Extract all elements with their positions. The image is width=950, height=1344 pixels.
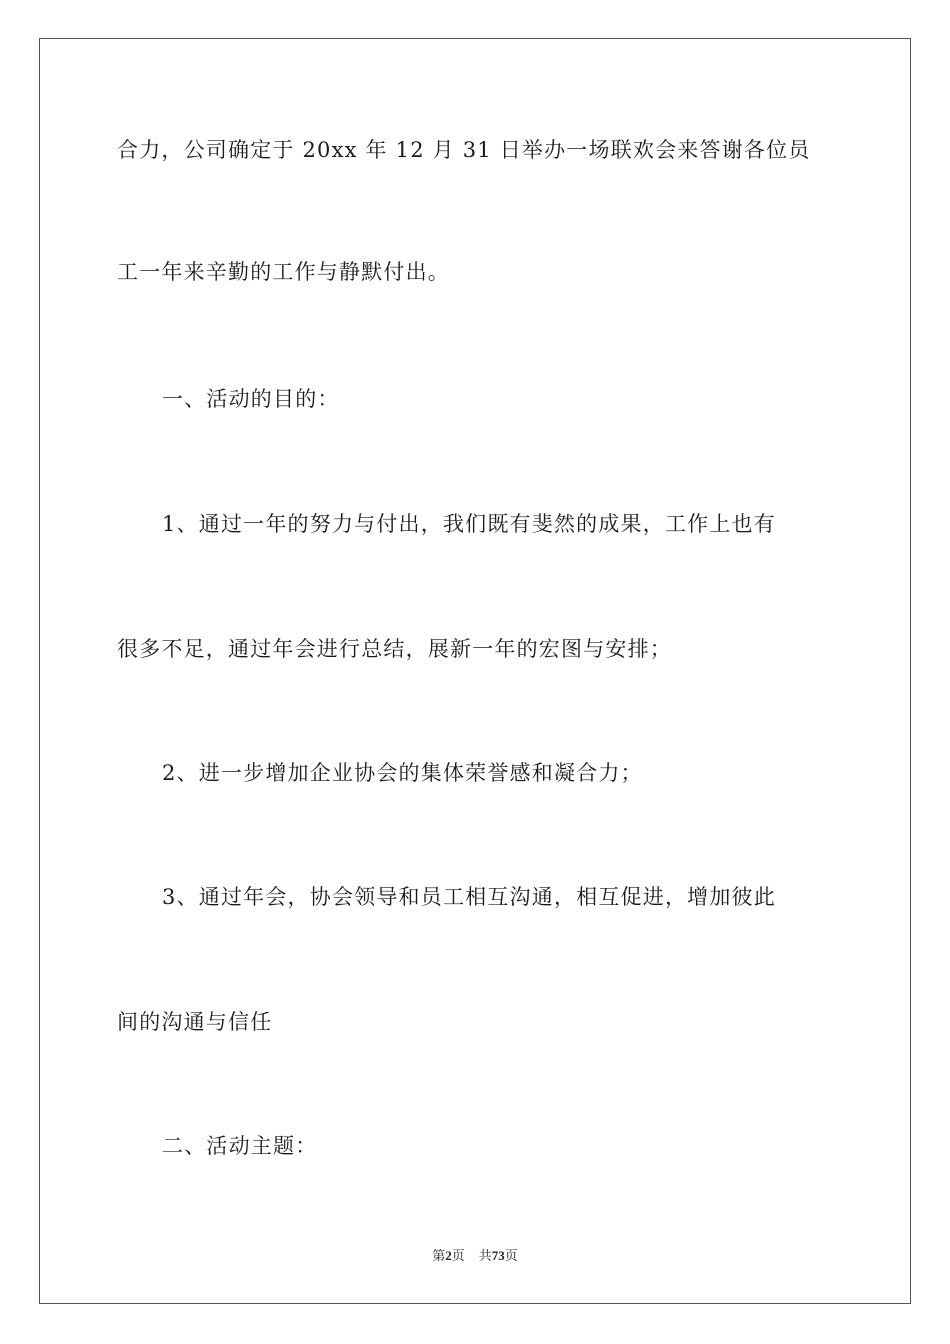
- list-item-3-line-1: 3、通过年会，协会领导和员工相互沟通，相互促进，增加彼此: [162, 885, 776, 909]
- section-heading-purpose: 一、活动的目的：: [162, 387, 340, 411]
- footer-page-prefix: 第: [432, 1248, 446, 1263]
- footer-total-prefix: 共: [478, 1248, 492, 1263]
- list-item-1-line-1: 1、通过一年的努力与付出，我们既有斐然的成果，工作上也有: [162, 512, 776, 536]
- footer-page-suffix: 页: [451, 1248, 465, 1263]
- list-item-2: 2、进一步增加企业协会的集体荣誉感和凝合力；: [162, 761, 643, 785]
- body-line-1: 合力，公司确定于 20xx 年 12 月 31 日举办一场联欢会来答谢各位员: [117, 138, 811, 162]
- footer-total-suffix: 页: [504, 1248, 518, 1263]
- footer-total-pages: 73: [491, 1248, 505, 1263]
- list-item-1-line-2: 很多不足，通过年会进行总结，展新一年的宏图与安排；: [117, 637, 672, 661]
- section-heading-theme: 二、活动主题：: [162, 1134, 318, 1158]
- list-item-3-line-2: 间的沟通与信任: [117, 1010, 273, 1034]
- page-border: [39, 38, 911, 1304]
- page-footer: [0, 1247, 950, 1265]
- body-line-2: 工一年来辛勤的工作与静默付出。: [117, 260, 450, 284]
- footer-page-number: 2: [445, 1248, 452, 1263]
